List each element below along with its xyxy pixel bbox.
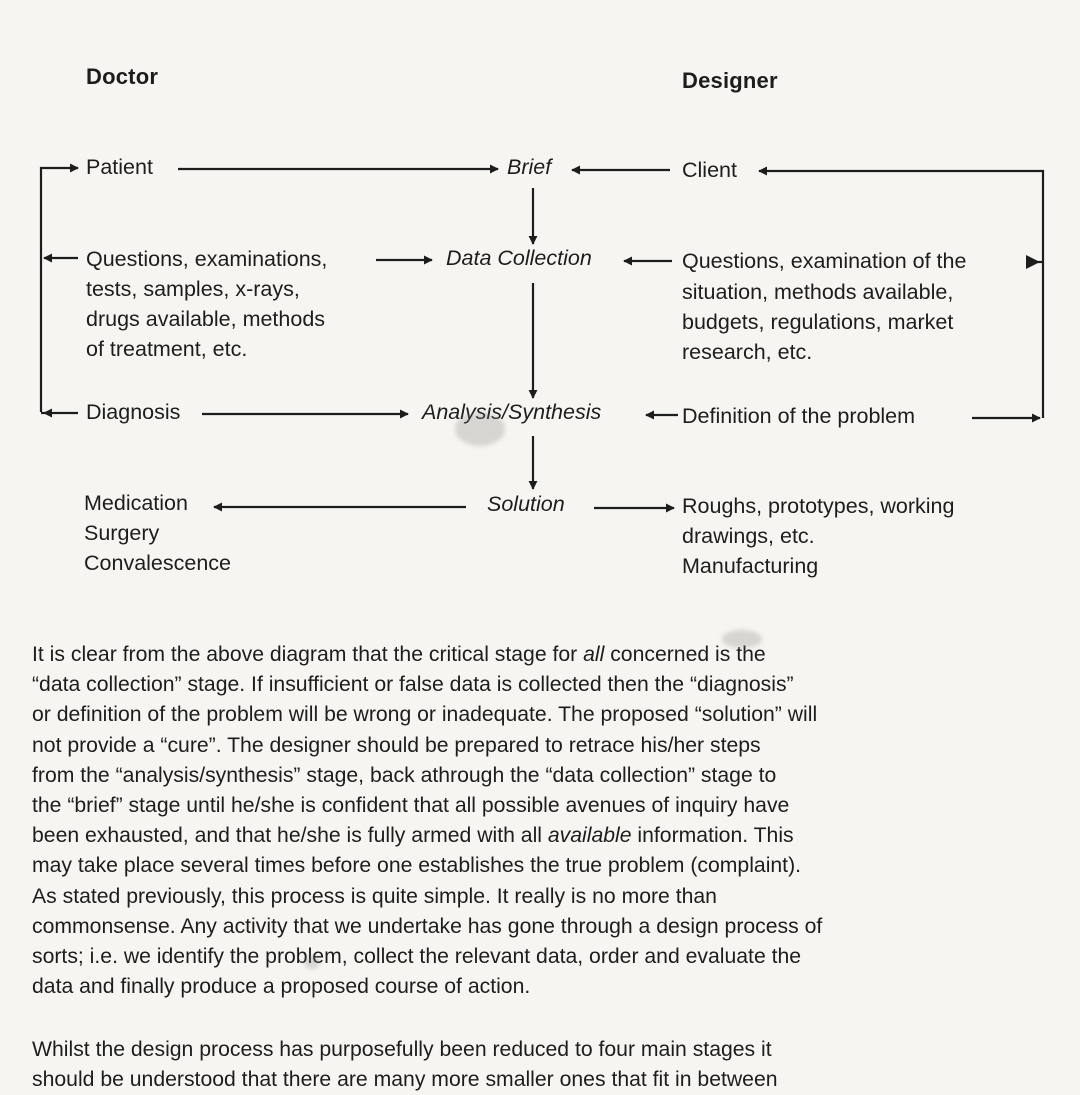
doctor-header: Doctor: [86, 64, 159, 89]
designer-questions-line-3: budgets, regulations, market: [682, 310, 954, 334]
definition-label: Definition of the problem: [682, 404, 916, 428]
body-paragraph-1: [32, 640, 1052, 1002]
designer-outcome-2: drawings, etc.: [682, 524, 815, 548]
paragraph-line: commonsense. Any activity that we undertake has gone through a design process of: [32, 914, 823, 938]
paragraph-line: data and finally produce a proposed course of action.: [32, 975, 531, 999]
paragraph-line: “data collection” stage. If insufficient or false data is collected then the “diagnosis”: [32, 673, 794, 697]
paragraph-line: from the “analysis/synthesis” stage, back athrough the “data collection” stage to: [32, 763, 777, 787]
paragraph-line: not provide a “cure”. The designer should be prepared to retrace his/her steps: [32, 733, 761, 757]
doctor-questions-line-4: of treatment, etc.: [86, 337, 248, 361]
designer-questions-line-2: situation, methods available,: [682, 280, 954, 304]
paragraph-line: the “brief” stage until he/she is confident that all possible avenues of inquiry have: [32, 794, 790, 818]
paragraph-line: or definition of the problem will be wrong or inadequate. The proposed “solution” will: [32, 703, 818, 727]
paragraph-line: It is clear from the above diagram that the critical stage for all concerned is the: [32, 643, 766, 666]
stage-analysis-synthesis: Analysis/Synthesis: [422, 400, 602, 424]
client-label: Client: [682, 158, 737, 182]
doctor-outcome-1: Medication: [84, 491, 188, 515]
scan-smudge: [722, 630, 762, 648]
doctor-questions-line-1: Questions, examinations,: [86, 247, 328, 271]
diagnosis-label: Diagnosis: [86, 400, 181, 424]
paragraph-line: Whilst the design process has purposefully been reduced to four main stages it: [32, 1038, 772, 1061]
stage-brief: Brief: [507, 155, 552, 179]
doctor-outcome-3: Convalescence: [84, 551, 232, 575]
paragraph-line: may take place several times before one establishes the true problem (complaint).: [32, 854, 802, 878]
designer-outcome-1: Roughs, prototypes, working: [682, 494, 955, 518]
designer-outcome-3: Manufacturing: [682, 554, 819, 578]
designer-questions-line-4: research, etc.: [682, 340, 813, 364]
stage-solution: Solution: [487, 492, 565, 516]
right-loop-arrowhead: [1026, 255, 1040, 269]
paragraph-line: As stated previously, this process is quite simple. It really is no more than: [32, 884, 717, 908]
stage-data-collection: Data Collection: [446, 246, 592, 270]
scan-smudge: [455, 412, 505, 446]
doctor-loop-line: [41, 168, 78, 412]
scan-smudge: [304, 955, 320, 969]
doctor-outcome-2: Surgery: [84, 521, 160, 545]
doctor-questions-line-2: tests, samples, x-rays,: [86, 277, 300, 301]
patient-label: Patient: [86, 155, 153, 179]
paragraph-line: been exhausted, and that he/she is fully armed with all available information. This: [32, 824, 794, 848]
body-paragraph-2: [32, 1035, 1052, 1095]
designer-header: Designer: [682, 68, 778, 93]
doctor-questions-line-3: drugs available, methods: [86, 307, 326, 331]
paragraph-line: sorts; i.e. we identify the problem, collect the relevant data, order and evaluate the: [32, 945, 802, 969]
paragraph-line: should be understood that there are many more smaller ones that fit in between: [32, 1068, 778, 1092]
designer-questions-line-1: Questions, examination of the: [682, 249, 967, 273]
